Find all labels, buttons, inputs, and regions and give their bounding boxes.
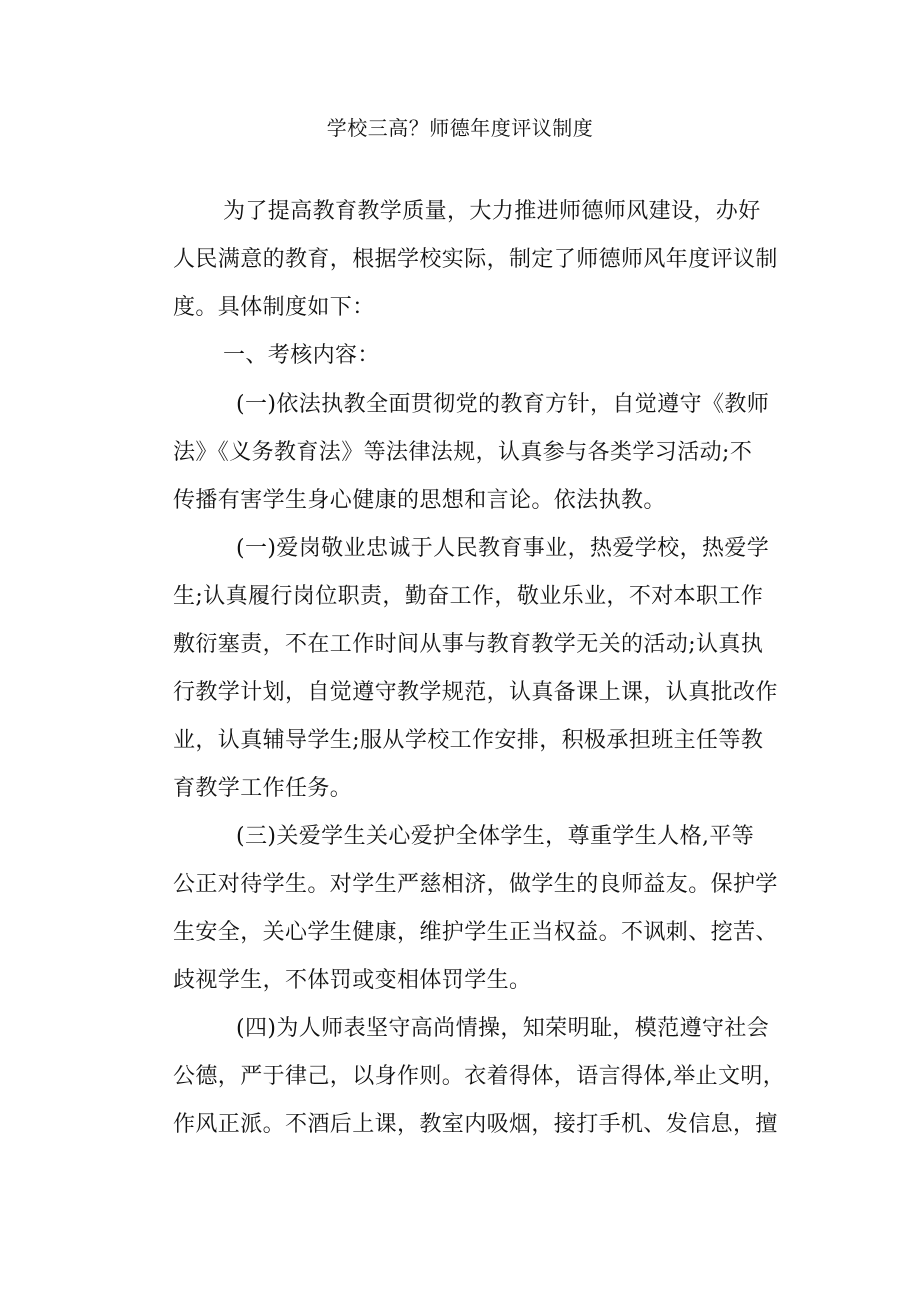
paragraph-line: 行教学计划，自觉遵守教学规范，认真备课上课，认真批改作 (173, 680, 778, 705)
paragraph-line: (三)关爱学生关心爱护全体学生，尊重学生人格,平等 (236, 824, 755, 849)
paragraph-line: 人民满意的教育，根据学校实际，制定了师德师风年度评议制 (173, 247, 778, 272)
paragraph-line: 度。具体制度如下： (173, 295, 375, 320)
paragraph-line: 作风正派。不酒后上课，教室内吸烟，接打手机、发信息，擅 (173, 1112, 778, 1137)
paragraph-line: 为了提高教育教学质量，大力推进师德师风建设，办好 (223, 199, 761, 224)
section-heading: 一、考核内容： (223, 343, 380, 368)
document-title: 学校三高？师德年度评议制度 (326, 116, 594, 140)
paragraph-line: 传播有害学生身心健康的思想和言论。依法执教。 (173, 488, 666, 513)
paragraph-line: (一)爱岗敬业忠诚于人民教育事业，热爱学校，热爱学 (236, 536, 770, 561)
paragraph-line: 育教学工作任务。 (173, 776, 353, 801)
paragraph-line: 公正对待学生。对学生严慈相济，做学生的良师益友。保护学 (173, 872, 778, 897)
paragraph-line: 生安全，关心学生健康，维护学生正当权益。不讽刺、挖苦、 (173, 920, 778, 945)
paragraph-line: 敷衍塞责，不在工作时间从事与教育教学无关的活动;认真执 (173, 632, 764, 657)
paragraph-line: 法》《义务教育法》等法律法规，认真参与各类学习活动;不 (173, 440, 753, 465)
paragraph-line: 生;认真履行岗位职责，勤奋工作，敬业乐业，不对本职工作 (173, 584, 764, 609)
paragraph-line: 歧视学生，不体罚或变相体罚学生。 (173, 968, 532, 993)
paragraph-line: 公德，严于律己，以身作则。衣着得体，语言得体,举止文明， (173, 1064, 786, 1089)
paragraph-line: (四)为人师表坚守高尚情操，知荣明耻，模范遵守社会 (236, 1016, 770, 1041)
paragraph-line: 业，认真辅导学生;服从学校工作安排，积极承担班主任等教 (173, 728, 764, 753)
paragraph-line: (一)依法执教全面贯彻党的教育方针，自觉遵守《教师 (236, 392, 770, 417)
